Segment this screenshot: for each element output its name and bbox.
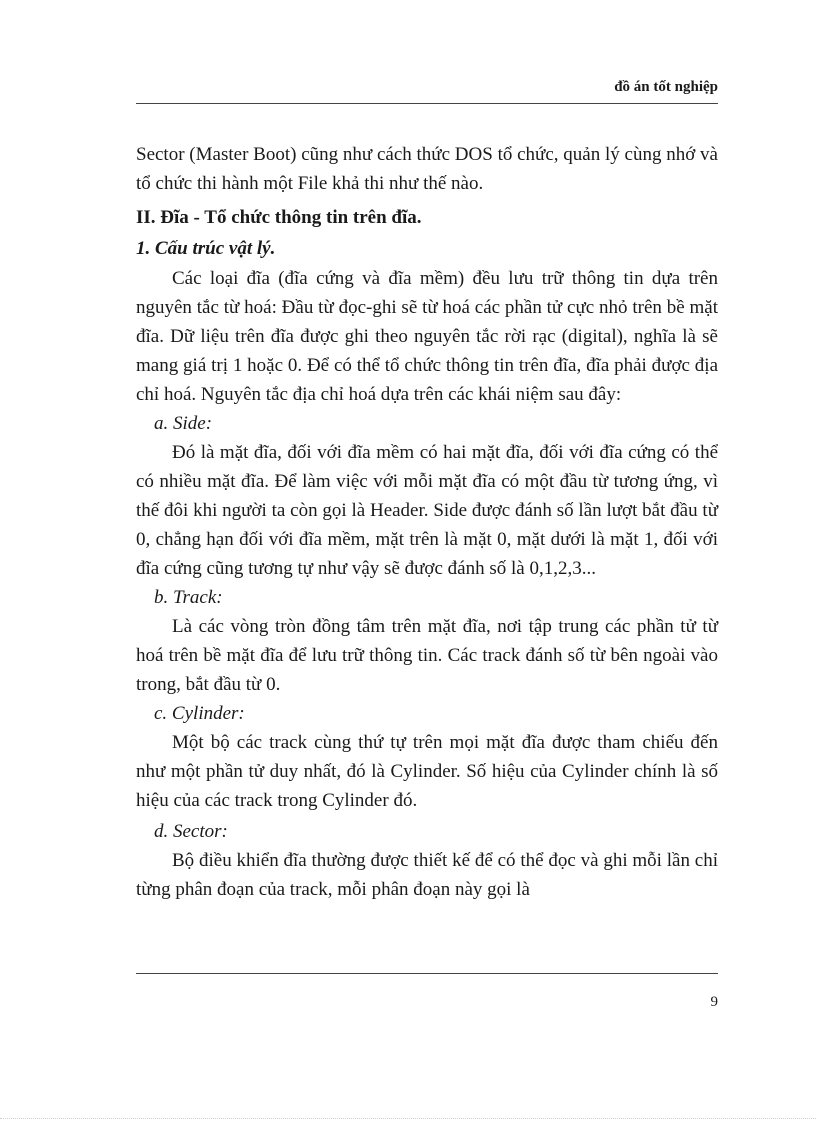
track-heading: b. Track:	[154, 587, 223, 608]
subsection-heading: 1. Cấu trúc vật lý.	[136, 238, 276, 259]
page-number: 9	[710, 994, 718, 1010]
page-body	[136, 140, 718, 904]
running-header: đồ án tốt nghiệp	[614, 79, 718, 95]
header-rule	[136, 103, 718, 104]
intro-paragraph: Sector (Master Boot) cũng như cách thức DOS tổ chức, quản lý cùng nhớ và tổ chức thi hành một File khả thi như thế nào.	[136, 144, 718, 194]
page-edge-dotted-line	[0, 1118, 816, 1119]
sector-heading: d. Sector:	[154, 821, 228, 842]
cylinder-paragraph: Một bộ các track cùng thứ tự trên mọi mặt đĩa được tham chiếu đến như một phần tử duy nhất, đó là Cylinder. Số hiệu của Cylinder chính là số hiệu của các track trong Cylinder đó.	[136, 732, 718, 811]
sector-paragraph: Bộ điều khiển đĩa thường được thiết kế để có thể đọc và ghi mỗi lần chỉ từng phân đoạn của track, mỗi phân đoạn này gọi là	[136, 850, 718, 900]
track-paragraph: Là các vòng tròn đồng tâm trên mặt đĩa, nơi tập trung các phần tử từ hoá trên bề mặt đĩa để lưu trữ thông tin. Các track đánh số từ bên ngoài vào trong, bắt đầu từ 0.	[136, 616, 718, 695]
physical-structure-paragraph: Các loại đĩa (đĩa cứng và đĩa mềm) đều lưu trữ thông tin dựa trên nguyên tắc từ hoá: Đầu từ đọc-ghi sẽ từ hoá các phần tử cực nhỏ trên bề mặt đĩa. Dữ liệu trên đĩa được ghi theo nguyên tắc rời rạc (digital), nghĩa là sẽ mang giá trị 1 hoặc 0. Để có thể tổ chức thông tin trên đĩa, đĩa phải được địa chỉ hoá. Nguyên tắc địa chỉ hoá dựa trên các khái niệm sau đây:	[136, 268, 718, 405]
side-paragraph: Đó là mặt đĩa, đối với đĩa mềm có hai mặt đĩa, đối với đĩa cứng có thể có nhiều mặt đĩa. Để làm việc với mỗi mặt đĩa có một đầu từ tương ứng, vì thế đôi khi người ta còn gọi là Header. Side được đánh số lần lượt bắt đầu từ 0, chẳng hạn đối với đĩa mềm, mặt trên là mặt 0, mặt dưới là mặt 1, đối với đĩa cứng cũng tương tự như vậy sẽ được đánh số là 0,1,2,3...	[136, 442, 718, 579]
cylinder-heading: c. Cylinder:	[154, 703, 245, 724]
footer-rule	[136, 973, 718, 974]
section-heading: II. Đĩa - Tổ chức thông tin trên đĩa.	[136, 207, 422, 228]
side-heading: a. Side:	[154, 413, 213, 434]
